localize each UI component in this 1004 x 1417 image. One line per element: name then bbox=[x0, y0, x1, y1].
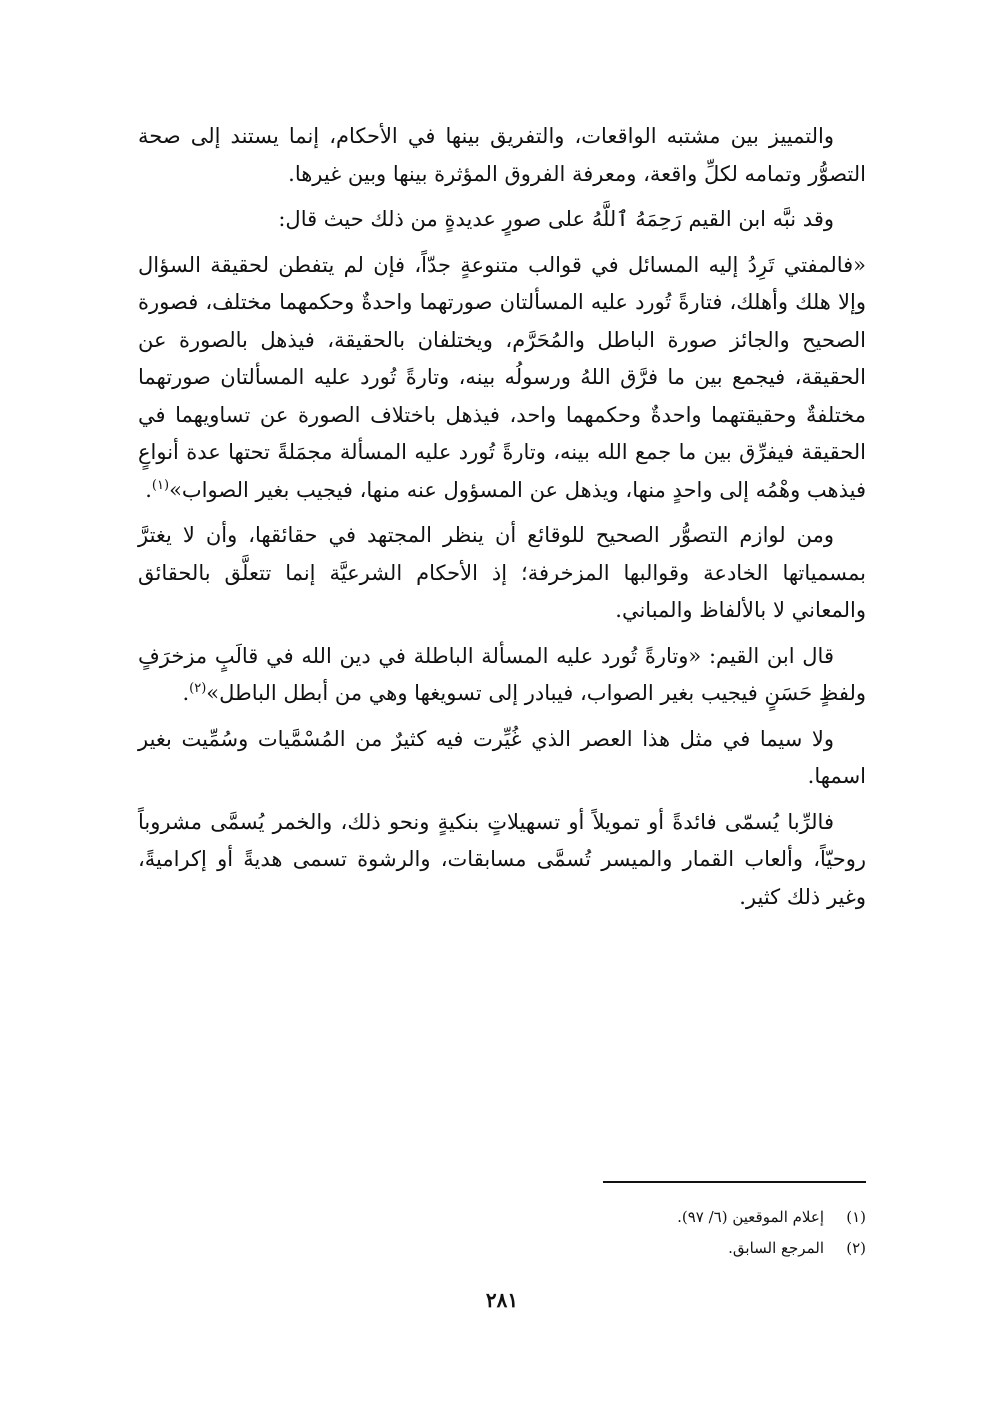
footnote-1 bbox=[500, 1202, 866, 1233]
footnote-ref-1[interactable]: (١) bbox=[151, 477, 170, 493]
paragraph-5-text: قال ابن القيم: «وتارةً تُورد عليه المسألة الباطلة في دين الله في قالَبٍ مزخرَفٍ ولفظٍ حَسَنٍ فيجيب بغير الصواب، فيبادر إلى تسويغها وهي من أبطل الباطل» bbox=[138, 643, 866, 705]
paragraph-2-text: وقد نبَّه ابن القيم رَحِمَهُ ٱللَّهُ على صورٍ عديدةٍ من ذلك حيث قال: bbox=[278, 207, 834, 231]
footnote-2-text: المرجع السابق. bbox=[728, 1239, 824, 1257]
paragraph-6-text: ولا سيما في مثل هذا العصر الذي غُيِّرت فيه كثيرٌ من المُسْمَّيات وسُمِّيت بغير اسمها. bbox=[138, 726, 866, 788]
paragraph-3-terminal: . bbox=[145, 477, 152, 502]
footnote-2-number: (٢) bbox=[846, 1239, 866, 1257]
page-number: ٢٨١ bbox=[485, 1288, 519, 1312]
paragraph-4-text: ومن لوازم التصوُّر الصحيح للوقائع أن ينظر المجتهد في حقائقها، وأن لا يغترَّ بمسمياتها الخادعة وقوالبها المزخرفة؛ إذ الأحكام الشرعيَّة إنما تتعلَّق بالحقائق والمعاني لا بالألفاظ والمباني. bbox=[138, 523, 866, 622]
footnote-separator bbox=[603, 1181, 866, 1183]
paragraph-3-text: «فالمفتي تَرِدُ إليه المسائل في قوالب متنوعةٍ جدّاً، فإن لم يتفطن لحقيقة السؤال وإلا هلك وأهلك، فتارةً تُورد عليه المسألتان صورتهما واحدةٌ وحكمهما مختلف، فصورة الصحيح والجائز صورة الباطل والمُحَرَّم، ويختلفان بالحقيقة، فيذهل بالصورة عن الحقيقة، فيجمع بين ما فرَّق اللهُ ورسولُه بينه، وتارةً تُورد عليه المسألتان صورتهما مختلفةٌ وحقيقتهما واحدةٌ وحكمهما واحد، فيذهل باختلاف الصورة عن تساويهما في الحقيقة فيفرِّق بين ما جمع الله بينه، وتارةً تُورد عليه المسألة مجمَلةً تحتها عدة أنواعٍ فيذهب وهْمُه إلى واحدٍ منها، ويذهل عن المسؤول عنه منها، فيجيب بغير الصواب» bbox=[138, 252, 866, 502]
paragraph-1-text: والتمييز بين مشتبه الواقعات، والتفريق بينها في الأحكام، إنما يستند إلى صحة التصوُّر وتمامه لكلِّ واقعة، ومعرفة الفروق المؤثرة بينها وبين غيرها. bbox=[138, 124, 866, 186]
footnotes bbox=[500, 1202, 866, 1264]
paragraph-4 bbox=[138, 517, 866, 630]
paragraph-5-terminal: . bbox=[182, 681, 190, 705]
paragraph-7 bbox=[138, 804, 866, 917]
paragraph-5 bbox=[138, 638, 866, 713]
page-body bbox=[138, 118, 866, 924]
footnote-1-text: إعلام الموقعين (٦/ ٩٧). bbox=[677, 1208, 824, 1226]
paragraph-7-text: فالرِّبا يُسمّى فائدةً أو تمويلاً أو تسهيلاتٍ بنكيةٍ ونحو ذلك، والخمر يُسمَّى مشروباً روحيّاً، وألعاب القمار والميسر تُسمَّى مسابقات، والرشوة تسمى هديةً أو إكراميةً، وغير ذلك كثير. bbox=[138, 809, 866, 909]
paragraph-3-quote bbox=[138, 247, 866, 510]
paragraph-2 bbox=[138, 201, 866, 239]
paragraph-6 bbox=[138, 721, 866, 796]
footnote-2 bbox=[500, 1233, 866, 1264]
footnote-1-number: (١) bbox=[846, 1208, 866, 1226]
paragraph-1 bbox=[138, 118, 866, 193]
footnote-ref-2[interactable]: (٢) bbox=[189, 681, 207, 696]
